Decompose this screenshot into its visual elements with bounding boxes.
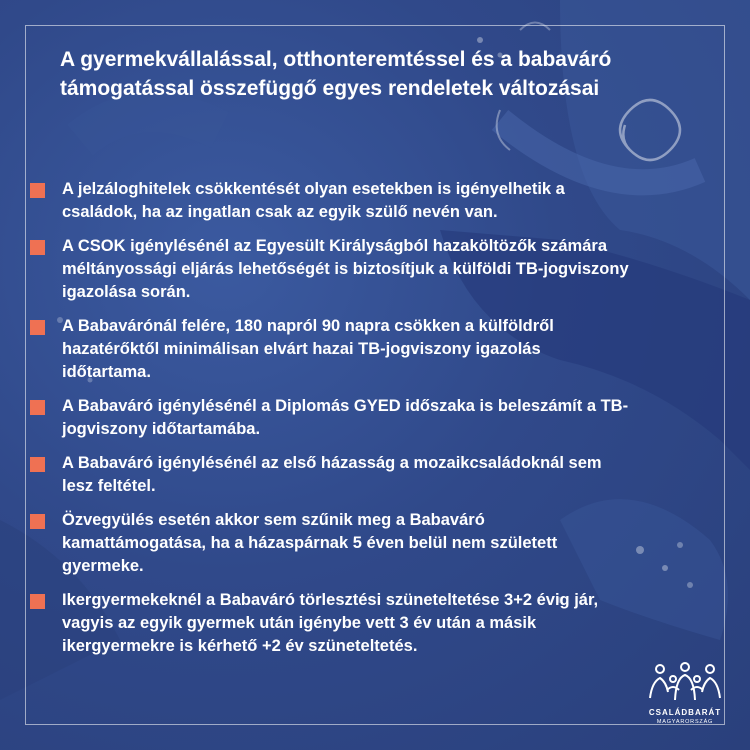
- page-title: A gyermekvállalással, otthonteremtéssel és a babaváró támogatással összefüggő egyes rendeletek változásai: [60, 48, 612, 100]
- list-item-text: A CSOK igénylésénél az Egyesült Királyságból hazaköltözők számára méltányossági eljárás lehetőségét is biztosítjuk a külföldi TB-jogviszony igazolása során.: [62, 237, 629, 301]
- bullet-square-icon: [30, 320, 45, 335]
- logo-name: CSALÁDBARÁT: [648, 708, 722, 717]
- list-item: [30, 509, 630, 578]
- list-item-text: A Babaváró igénylésénél a Diplomás GYED időszaka is beleszámít a TB-jogviszony időtartamába.: [62, 397, 629, 438]
- csaladbarat-logo: [640, 660, 730, 730]
- bullet-square-icon: [30, 514, 45, 529]
- bullet-square-icon: [30, 400, 45, 415]
- logo-subtitle: MAGYARORSZÁG: [656, 719, 714, 725]
- list-item-text: Özvegyülés esetén akkor sem szűnik meg a Babaváró kamattámogatása, ha a házaspárnak 5 éven belül nem született gyermeke.: [62, 511, 558, 575]
- list-item: [30, 589, 630, 658]
- list-item: [30, 452, 630, 498]
- list-item: [30, 395, 630, 441]
- list-item: [30, 178, 630, 224]
- bullet-square-icon: [30, 183, 45, 198]
- list-item-text: A jelzáloghitelek csökkentését olyan esetekben is igényelhetik a családok, ha az ingatlan csak az egyik szülő nevén van.: [62, 180, 565, 221]
- list-item-text: Ikergyermekeknél a Babaváró törlesztési szüneteltetése 3+2 évig jár, vagyis az egyik gyermek után igénybe vett 3 év után a másik ikergyermekre is kérhető +2 év szüneteltetés.: [62, 591, 599, 655]
- change-list: [30, 178, 630, 669]
- list-item: [30, 315, 630, 384]
- bullet-square-icon: [30, 594, 45, 609]
- bullet-square-icon: [30, 457, 45, 472]
- list-item: [30, 235, 630, 304]
- list-item-text: A Babavárónál felére, 180 napról 90 napra csökken a külföldről hazatérőktől minimálisan elvárt hazai TB-jogviszony igazolás időtartama.: [62, 317, 554, 381]
- family-figures-icon: [640, 660, 730, 708]
- bullet-square-icon: [30, 240, 45, 255]
- list-item-text: A Babaváró igénylésénél az első házasság a mozaikcsaládoknál sem lesz feltétel.: [62, 454, 602, 495]
